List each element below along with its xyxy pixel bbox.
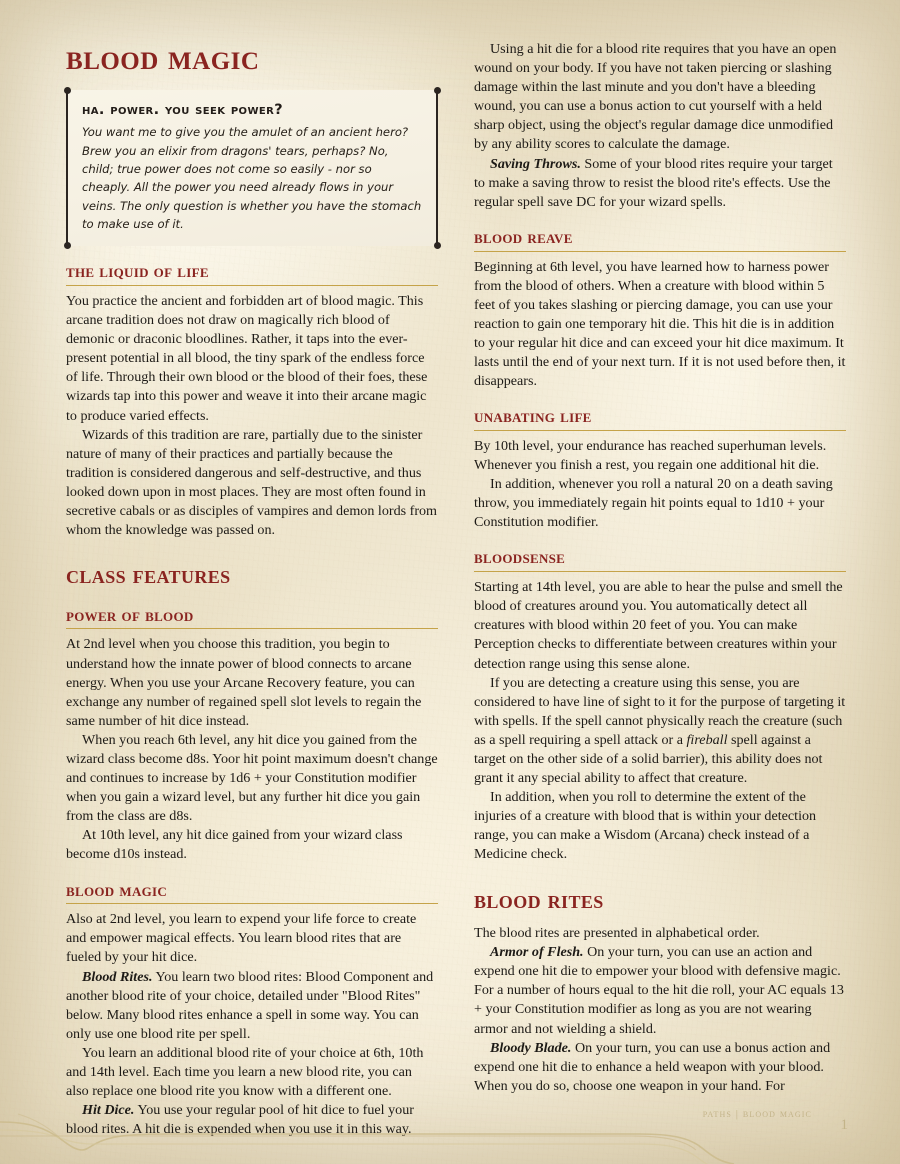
spell-name-fireball: fireball xyxy=(686,731,728,748)
blood-reave-paragraph-1: Beginning at 6th level, you have learned how to harness power from the blood of others. When a creature with blood within 5 feet of you takes slashing or piercing damage, you can use your reaction to gain one temporary hit die. This hit die is in addition to your regular hit dice and can exceed your hit dice maximum. It lasts until the end of your next turn. If it is not used before then, it disappears. xyxy=(474,258,846,390)
power-of-blood-paragraph-3: At 10th level, any hit dice gained from your wizard class become d10s instead. xyxy=(66,827,403,863)
bloodsense-paragraph-1: Starting at 14th level, you are able to hear the pulse and smell the blood of creatures around you. You automatically detect all creatures with blood within 20 feet of you. You can make Perception checks to differentiate between creatures within your detection range using this sense alone. xyxy=(474,579,843,672)
run-in-bloody-blade: Bloody Blade. xyxy=(490,1039,572,1056)
heading-power-of-blood: power of blood xyxy=(66,606,438,630)
footer-flourish-ornament xyxy=(0,1078,900,1164)
heading-class-features: class features xyxy=(66,562,231,590)
right-column xyxy=(474,40,846,1094)
power-of-blood-paragraph-1: At 2nd level when you choose this tradition, you begin to understand how the innate power of blood connects to arcane energy. When you use your Arcane Recovery feature, you can exchange any number of regained spell slot levels to regain the same number of hit dice instead. xyxy=(66,636,422,729)
left-column xyxy=(66,38,438,1138)
run-in-blood-rites: Blood Rites. xyxy=(82,968,153,985)
quote-text: You want me to give you the amulet of an ancient hero? Brew you an elixir from dragons' tears, perhaps? No, child; true power does not come so easily - nor so cheaply. All the power you need already flows in your veins. The only question is whether you have the stomach to make use of it. xyxy=(82,125,422,231)
heading-blood-reave: blood reave xyxy=(474,228,846,252)
bloodsense-paragraph-2 xyxy=(474,674,846,789)
unabating-life-paragraph-2: In addition, whenever you roll a natural 20 on a death saving throw, you immediately regain hit points equal to 1d10 + your Constitution modifier. xyxy=(474,476,833,531)
page-number: 1 xyxy=(840,1117,848,1133)
quote-rule-right xyxy=(436,90,438,246)
saving-throws-paragraph xyxy=(474,155,846,212)
bloody-blade-text: On your turn, you can use a bonus action and expend one hit die to enhance a held weapon with your blood. When you do so, choose one weapon in your hand. For xyxy=(474,1039,831,1094)
blood-rites-intro-paragraph: The blood rites are presented in alphabetical order. xyxy=(474,925,760,942)
armor-of-flesh-text: On your turn, you can use an action and expend one hit die to empower your blood with defensive magic. For a number of hours equal to the hit die roll, your AC equals 13 + your Constitution modifier as long as you are not wearing armor and not wielding a shield. xyxy=(474,944,844,1037)
heading-bloodsense: bloodsense xyxy=(474,548,846,572)
run-in-armor-of-flesh: Armor of Flesh. xyxy=(490,944,584,961)
quote-rule-left xyxy=(66,90,68,246)
bloodsense-paragraph-3: In addition, when you roll to determine the extent of the injuries of a creature with blood that is within your detection range, you can make a Wisdom (Arcana) check instead of a Medicine check. xyxy=(474,789,817,863)
blood-magic-continued-paragraph-1: Using a hit die for a blood rite requires that you have an open wound on your body. If you have not taken piercing or slashing damage within the last minute and you don't have a bleeding wound, you can use a bonus action to cut yourself with a held sharp object, using the object's regular damage dice unmodified by any ability scores to calculate the damage. xyxy=(474,41,837,153)
page-title: blood magic xyxy=(66,38,260,77)
blood-rites-text: You learn two blood rites: Blood Component and another blood rite of your choice, detailed under "Blood Rites" below. Many blood rites enhance a spell in some way. You can only use one blood rite per spell. xyxy=(66,968,434,1042)
heading-blood-magic: blood magic xyxy=(66,881,438,905)
bloodsense-text-a: If you are detecting a creature using this sense, you are considered to have line of sight to it for the purpose of targeting it with spells. If the spell cannot physically reach the creature (such as a spell requiring a spell attack or a xyxy=(474,674,846,748)
blood-magic-paragraph-3: You learn an additional blood rite of your choice at 6th, 10th and 14th level. Each time you learn a new blood rite, you can also replace one blood rite you know with a different one. xyxy=(66,1044,424,1100)
blood-magic-blood-rites-paragraph xyxy=(66,968,438,1044)
footer-running-head: paths | blood magic xyxy=(702,1108,812,1120)
hit-dice-text: You use your regular pool of hit dice to fuel your blood rites. A hit die is expended when you use it in this way. xyxy=(66,1102,414,1138)
liquid-of-life-paragraph-2: Wizards of this tradition are rare, partially due to the sinister nature of many of their practices and partially because the tradition is considered dangerous and self-destructive, and thus looked down upon in most places. They are most often found in secretive cabals or as disciples of vampires and demon lords from whom the knowledge was passed on. xyxy=(66,426,438,539)
run-in-saving-throws: Saving Throws. xyxy=(490,155,581,172)
bloodsense-text-b: spell against a target on the other side of a solid barrier), this ability does not grant it any special ability to affect that creature. xyxy=(474,731,823,787)
blood-magic-paragraph-1: Also at 2nd level, you learn to expend your life force to create and empower magical effects. You learn blood rites that are fueled by your hit dice. xyxy=(66,911,417,966)
page-footer xyxy=(0,1078,900,1164)
power-of-blood-paragraph-2: When you reach 6th level, any hit dice you gained from the wizard class become d8s. Yoor hit point maximum doesn't change and continues to increase by 1d6 + your Constitution modifier when you gain a wizard level, but any further hit dice you gain from the class are d8s. xyxy=(66,731,438,825)
unabating-life-paragraph-1: By 10th level, your endurance has reached superhuman levels. Whenever you finish a rest, you regain one additional hit die. xyxy=(474,437,827,474)
heading-unabating-life: unabating life xyxy=(474,407,846,431)
sidebar-quote-box xyxy=(66,90,438,246)
liquid-of-life-paragraph-1: You practice the ancient and forbidden art of blood magic. This arcane tradition does not draw on magically rich blood of demonic or draconic bloodlines. Rather, it taps into the ever-present potential in all blood, the tiny spark of the endless force of life. Through their own blood or the blood of their foes, these wizards tap into this power and weave it into their arcane magic to produce varied effects. xyxy=(66,292,428,424)
saving-throws-text: Some of your blood rites require your target to make a saving throw to resist the blood rite's effects. Use the regular spell save DC for your wizard spells. xyxy=(474,155,833,210)
quote-heading: ha. power. you seek power? xyxy=(82,102,284,119)
heading-blood-rites: blood rites xyxy=(474,886,604,914)
run-in-hit-dice: Hit Dice. xyxy=(82,1102,135,1119)
heading-liquid-of-life: the liquid of life xyxy=(66,262,438,286)
armor-of-flesh-paragraph xyxy=(474,943,846,1038)
